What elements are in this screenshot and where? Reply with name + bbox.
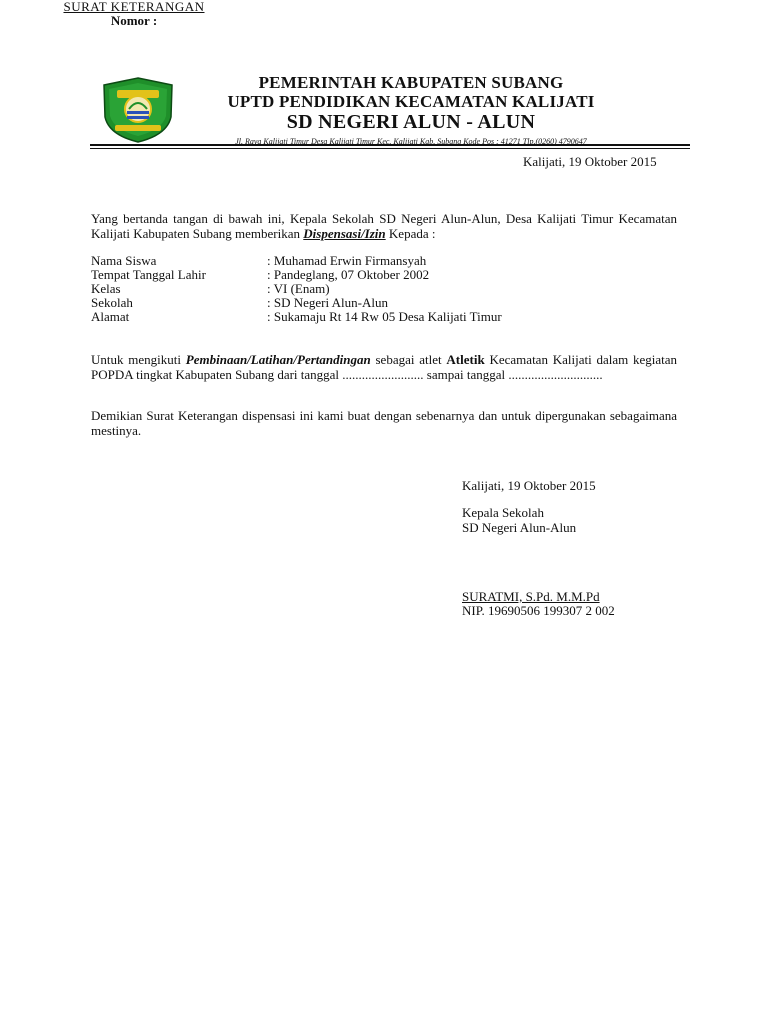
- student-name-label: Nama Siswa: [91, 253, 157, 268]
- signature-date: Kalijati, 19 Oktober 2015: [462, 478, 596, 493]
- student-name-value: : Muhamad Erwin Firmansyah: [267, 253, 427, 268]
- signer-nip: NIP. 19690506 199307 2 002: [462, 603, 615, 618]
- purpose-text-3: Kecamatan Kalijati dalam kegiatan POPDA tingkat Kabupaten Subang dari tanggal ......................... sampai tanggal .............................: [91, 352, 678, 382]
- letterhead-school: SD NEGERI ALUN - ALUN: [286, 111, 536, 133]
- letterhead: [185, 73, 637, 148]
- letter-title-block: [0, 0, 268, 28]
- purpose-sport: Atletik: [446, 352, 485, 367]
- purpose-text-2: sebagai atlet: [375, 352, 442, 367]
- letter-title: SURAT KETERANGAN: [63, 0, 205, 14]
- closing-paragraph: Demikian Surat Keterangan dispensasi ini kami buat dengan sebenarnya dan untuk dipergunakan sebagaimana mestinya.: [91, 408, 677, 438]
- student-class-value: : VI (Enam): [267, 281, 330, 296]
- student-school-value: : SD Negeri Alun-Alun: [267, 295, 388, 310]
- intro-text-end: Kepada :: [388, 226, 436, 241]
- letterhead-address: Jl. Raya Kalijati Timur Desa Kalijati Timur Kec. Kalijati Kab. Subang Kode Pos : 41271 Tlp.(0260) 4790647: [235, 137, 587, 146]
- student-birth-label: Tempat Tanggal Lahir: [91, 267, 206, 282]
- subang-regency-logo: [101, 77, 175, 143]
- student-address-value: : Sukamaju Rt 14 Rw 05 Desa Kalijati Timur: [267, 309, 502, 324]
- purpose-activity: Pembinaan/Latihan/Pertandingan: [185, 352, 371, 367]
- letter-number: Nomor :: [110, 13, 158, 28]
- letterhead-rule-thick: [90, 144, 690, 146]
- intro-dispensation: Dispensasi/Izin: [303, 226, 386, 241]
- letterhead-government: PEMERINTAH KABUPATEN SUBANG: [258, 73, 564, 92]
- letterhead-rule-thin: [90, 148, 690, 149]
- letterhead-department: UPTD PENDIDIKAN KECAMATAN KALIJATI: [227, 92, 595, 111]
- letter-date: Kalijati, 19 Oktober 2015: [523, 154, 657, 169]
- intro-paragraph: [91, 211, 677, 241]
- signer-name: SURATMI, S.Pd. M.M.Pd: [462, 589, 600, 604]
- signature-school: SD Negeri Alun-Alun: [462, 520, 577, 535]
- student-address-label: Alamat: [91, 309, 130, 324]
- purpose-text-1: Untuk mengikuti: [91, 352, 181, 367]
- student-class-label: Kelas: [91, 281, 121, 296]
- student-birth-value: : Pandeglang, 07 Oktober 2002: [267, 267, 430, 282]
- intro-text: Yang bertanda tangan di bawah ini, Kepala Sekolah SD Negeri Alun-Alun, Desa Kalijati Timur Kecamatan Kalijati Kabupaten Subang memberikan: [91, 211, 677, 241]
- student-school-label: Sekolah: [91, 295, 133, 310]
- purpose-paragraph: [91, 352, 677, 382]
- signature-role: Kepala Sekolah: [462, 505, 544, 520]
